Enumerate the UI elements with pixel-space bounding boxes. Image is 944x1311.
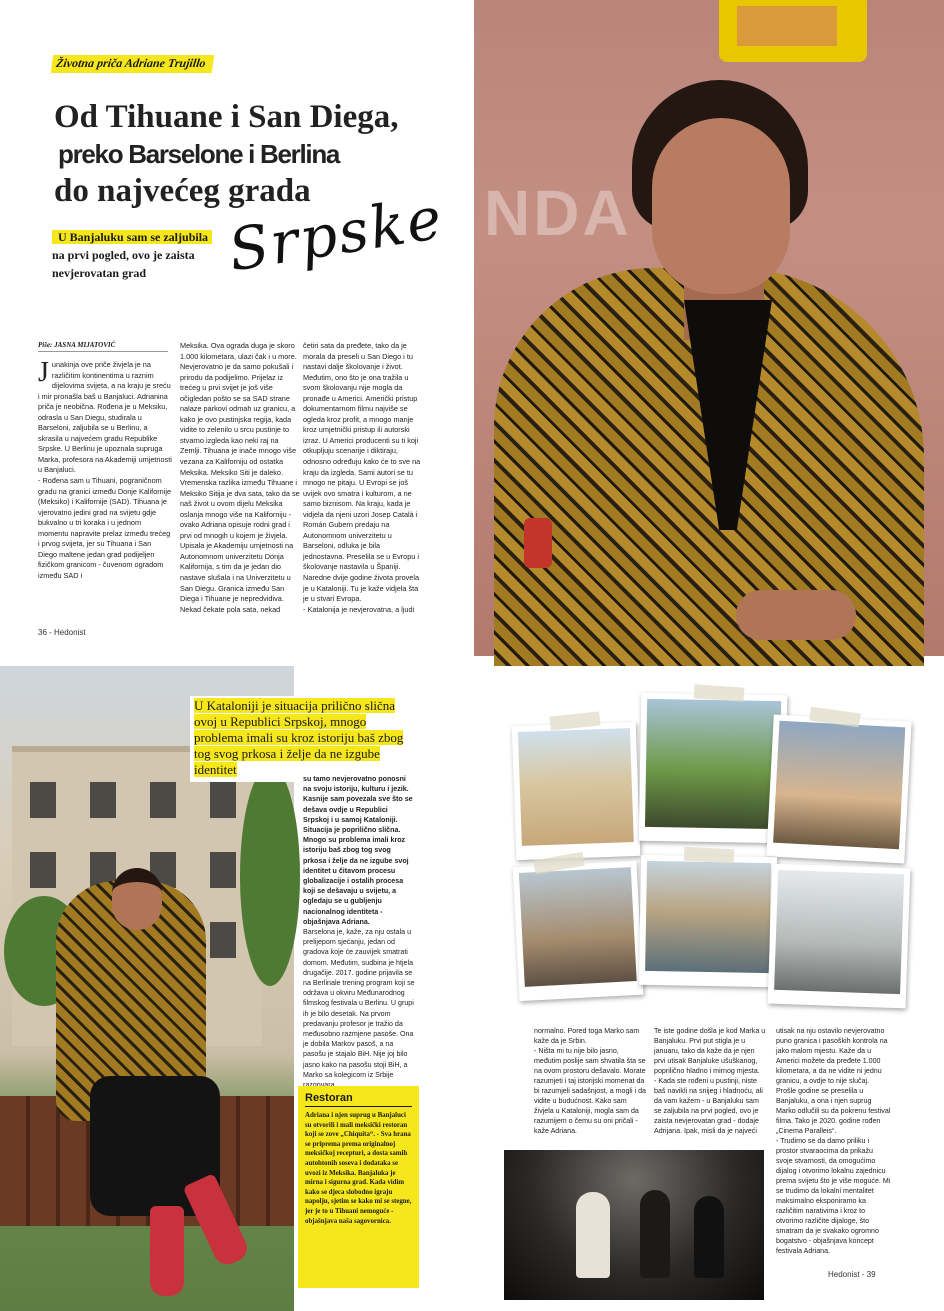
polaroid-street: [512, 722, 641, 860]
face: [652, 118, 790, 294]
drop-cap: J: [38, 357, 49, 388]
panel-stage-photo: [504, 1150, 764, 1300]
byline: Piše: JASNA MIJATOVIĆ: [38, 341, 168, 352]
polaroid-river: [639, 855, 777, 987]
body-column-2: Meksika. Ova ograda duga je skoro 1.000 kilometara, ulazi čak i u more. Nevjerovatno je da samo pokušali i prirodu da podijelimo. Prijelaz iz trećeg u prvi svijet je još više očigledan pošto se sa SAD strane nalaze parkovi odmah uz granicu, a kako je ovo pustinjska regija, kada vidite to zelenilo u srcu pustinje to stvarno izgleda kao neki raj na Zemlji. Tihuana je inače mnogo više vezana za Kaliforniju od ostatka Meksika. Meksiko Siti je daleko. Vremenska razlika između Tihuane i Meksiko Sitija je dva sata, tako da se naš život u ovom dijelu Meksika oslanja mnogo više na Kaliforniju - ovako Adriana opisuje rodni grad i prvi od mnogih u kojem je živjela. Upisala je Akademiju umjetnosti na Autonomnom univerzitetu Donja Kalifornija, s tim da je jedan dio nastave slušala i na Univerzitetu u San Diegu. Granica između San Diega i Tihuane je nepredvidiva. Nekad čekate pola sata, nekad: [180, 341, 300, 614]
lead-highlight: U Banjaluku sam se zaljubila: [52, 230, 212, 244]
page-36: [0, 0, 474, 656]
body-column-1: [38, 357, 172, 616]
polaroid-couple: [639, 693, 788, 844]
body-column-br3: utisak na nju ostavilo nevjerovatno puno granica i pasoških kontrola na jako malom mjestu. Kaže da u Americi možete da pređete 1.000 kilometara, a da ne vidite ni jednu granicu, a ovdje to nije slučaj. Prošle godine se preselila u Banjaluku, a ona i njen suprug Marko odlučili su da pokrenu festival filma. Tako je 2020. godine rođen „Cinema Paralleis“. - Trudimo se da damo priliku i prostor stvaraocima da prikažu svoje stvarnosti, da omogućimo dijalog i otvorimo lokalnu zajednicu prema svijetu što je više moguće. Mi se trudimo da lokalni mentalitet maksimalno eksponiramo ka različitim narativima i kroz to otvorimo različite dijaloge, što smatram da je svakako ogromno bogatstvo - objašnjava koncept festivala Adriana.: [776, 1027, 891, 1255]
page-37-photo: [474, 0, 944, 656]
tape-strip: [684, 847, 735, 864]
body-column-br2: Te iste godine došla je kod Marka u Banjaluku. Prvi put stigla je u januaru, tako da kaže da je njen prvi utisak Banjaluke ušuškanog, poprilično hladno i mirnog mjesta. - Kada ste rođeni u pustinji, niste baš navikli na snijeg i hladnoću, ali da vam kažem - u Banjaluku sam se zaljubila na prvi pogled, ovo je zaista nevjerovatan grad - dodaje Adrijana. Ipak, misli da je najveći: [654, 1027, 766, 1135]
portrait-photo: [474, 0, 944, 656]
body-column-bl-text: Barselona je, kaže, za nju ostala u prelijepom sjećanju, jedan od gradova koje će zauvijek smatrati domom. Međutim, sudbina je htjela drugačije. 2017. godine prijavila se na Berlinale trening program koji se održava u okviru Međunarodnog filmskog festivala u Berlinu. U grupi ih je bilo desetak. Na prvom predavanju profesor je tražio da međusobno razmjene pasoše. Ona je dobila Markov pasoš, a na pasošu je stajalo BiH. Nije joj bilo jasno kako na pasošu stoji BiH, a Marko sa kolegicom iz Srbije: [303, 928, 415, 1079]
panelist-1: [576, 1192, 610, 1278]
restaurant-sidebar-box: [298, 1086, 419, 1288]
headline-line-3: do najvećeg grada: [54, 173, 311, 209]
tv-screen: [719, 0, 867, 62]
pull-quote: [190, 696, 422, 782]
tree-right: [240, 766, 300, 986]
panelist-2: [640, 1190, 670, 1278]
article-kicker: Životna priča Adriane Trujillo: [51, 55, 215, 73]
headline-line-1: Od Tihuane i San Diega,: [54, 99, 399, 135]
body-column-3: četiri sata da pređete, tako da je morala da preseli u San Diego i tu nastavi dalje školovanje i život. Međutim, ono što je ona tražila u svom školovanju nije mogla da pronađe u Americi. Američki pristup dokumentarnom filmu najviše se ogleda kroz profit, a mnogo manje kroz umjetnički pristup ili autorski izraz. U Americi producenti su ti koji otkupljuju scenarije i diktiraju, odnosno određuju kako će to sve na kraju da izgleda. Sami autori se tu mnogo ne pitaju. U Evropi se još uvijek ovo smatra i kulturom, a ne samo biznisom. Na kraju, kada je vidjela da njeni uzori Josep Català i Román Gubern predaju na Autonomnom univerzitetu u Barseloni, odluka je bila jednostavna. Preselila se u Evropu i školovanje nastavila u Španiji. Naredne dvije godine života provela je u Kataloniji. Tu je kaže vidjela šta je u stvari Evropa. - Katalonija je nevjerovatna, a ljudi: [303, 341, 421, 614]
figure-head: [112, 868, 162, 930]
red-boot-left: [150, 1206, 184, 1296]
sidebar-text: Adriana i njen suprug u Banjaluci su otvorili i mali meksički restoran koji se zove „Chiquita“. - Sva hrana se priprema prema originalnoj meksičkoj recepturi, a dosta samih autohtonih soseva i dodataka se uvozi iz Meksika. Banjaluka je mirna i sigurna grad. Kada vidim kako se djeca slobodno igraju napolju, sjetim se kako mi se stegne, jer je to u Tihuani nemoguće - objašnjava naša sagovornica.: [305, 1112, 412, 1225]
wall-lettering: NDA: [484, 177, 632, 249]
body-column-1-text: unakinja ove priče živjela je na različitim kontinentima u raznim dijelovima svijeta, a na kraju je sreću i mir pronašla baš u Banjaluci. Adrianina priča je neobična. Rođena je u Meksiku, odrasla u San Diegu, studirala u Barseloni, zaljubila se u Berlinu, a skrasila u najvećem gradu Republike Srpske. U Berlinu je upoznala supruga Marka, profesora na Akademiji umjetnosti u Banjaluci. - Rođena sam u Tihuani, pograničnom gradu na granici između Donje Kalifornije (Meksiko) i Kalifornije (SAD). Tihuana je vjerovatno jedini grad na svijetu gdje bukvalno u tri koraka i u jednom momentu napravite prelaz između trećeg i prvog svijeta, jer su Tihuana i San Diego maltene jedan grad podijeljen fizičkom granicom - čuvenom ogradom između SAD i: [38, 360, 172, 580]
headline-line-2: preko Barselone i Berlina: [58, 139, 340, 169]
polaroid-group: [768, 864, 911, 1009]
bracelet: [524, 518, 552, 568]
body-column-bl-bold: su tamo nevjerovatno ponosni na svoju istoriju, kulturu i jezik. Kasnije sam povezala sve što se dešava ovdje u Republici Srpskoj i u samoj Kataloniji. Situacija je poprilično slična. Mnogo su problema imali kroz istoriju baš zbog tog svog prkosa i želje da ne izgube svoj identitet u čitavom procesu globalizacije i ostalih procesa koji se dešavaju u svijetu, a ogledaju se u gubljenju nacionalnog identiteta - objašnjava Adriana.: [303, 775, 413, 926]
pull-quote-text: U Kataloniji je situacija prilično slična ovoj u Republici Srpskoj, mnogo problema imali su kroz istoriju baš zbog tog svog prkosa i želje da ne izgube identitet: [194, 698, 404, 777]
headline-script-word: Srpske: [224, 183, 448, 285]
body-column-br1: normalno. Pored toga Marko sam kaže da je Srbin. - Ništa mi tu nije bilo jasno, međutim poslije sam shvatila šta se na ovom prostoru dešavalo. Morate razumjeti i taj istorijski momenat da bi razumjeli sadašnjost, a mogli i da vidite u budućnost. Kako sam živjela u Kataloniji, mogla sam da razumijem o čemu su oni pričali - kaže Adriana.: [534, 1027, 646, 1135]
lead-rest: na prvi pogled, ovo je zaista nevjerovatan grad: [52, 248, 195, 280]
sidebar-title: Restoran: [305, 1092, 412, 1107]
panelist-3: [694, 1196, 724, 1278]
page-39: [474, 666, 944, 1311]
polaroid-landscape: [766, 714, 911, 863]
page-folio: 36 - Hedonist: [38, 628, 86, 637]
hands: [736, 590, 856, 640]
body-column-bl: [303, 774, 415, 1089]
page-38: [0, 666, 474, 1311]
lead-paragraph: [52, 228, 222, 282]
page-folio: Hedonist - 39: [828, 1270, 876, 1279]
polaroid-umbrellas: [513, 861, 644, 1001]
